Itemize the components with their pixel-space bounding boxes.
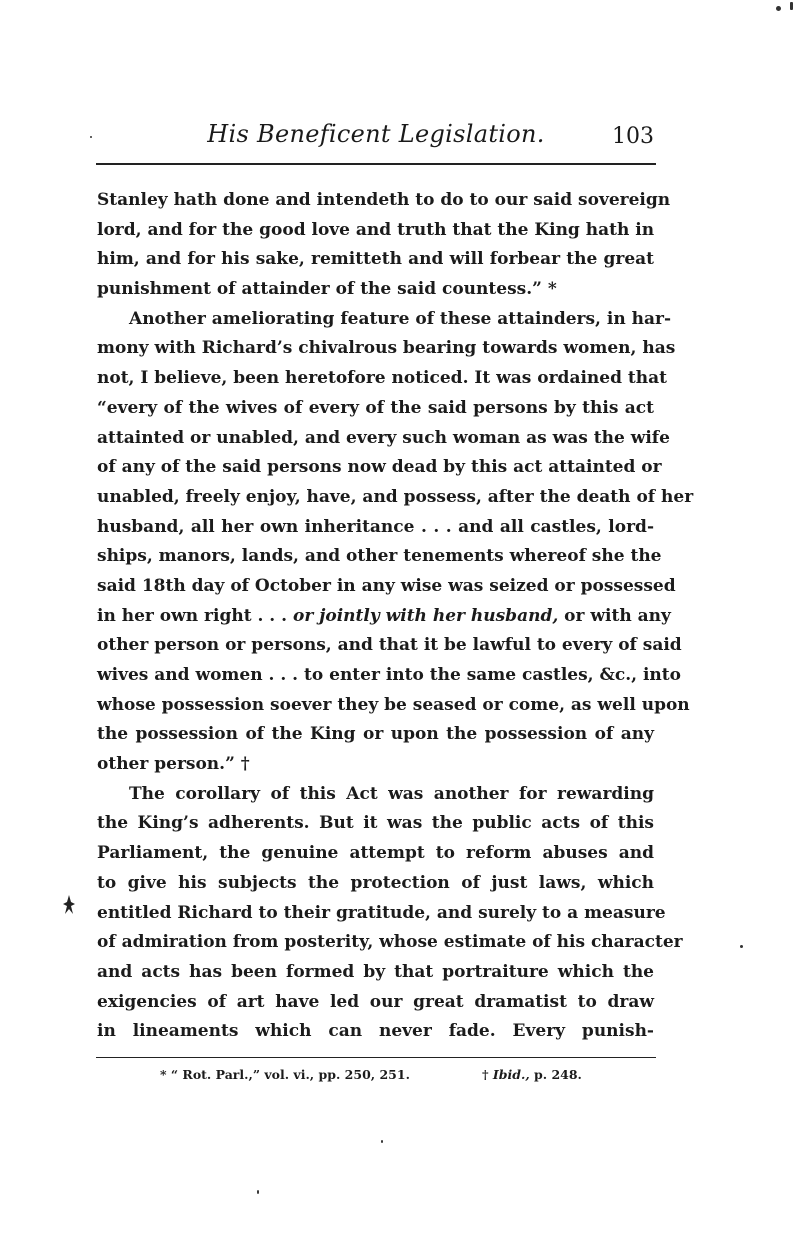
text-line: other person or persons, and that it be lawful to every of said [97, 635, 682, 656]
paragraph-start-line: The corollary of this Act was another for rewarding [129, 783, 654, 804]
text-line: Parliament, the genuine attempt to reform abuses and [97, 843, 654, 864]
text-line: of any of the said persons now dead by this act attainted or [97, 457, 662, 478]
text-line: the King’s adherents. But it was the public acts of this [97, 813, 654, 834]
page-number: 103 [612, 124, 654, 149]
footnote-first: * “ Rot. Parl.,” vol. vi., pp. 250, 251. [160, 1067, 410, 1082]
header-rule [96, 163, 656, 165]
text-line: Stanley hath done and intendeth to do to our said sovereign [97, 190, 671, 210]
speck [257, 1190, 259, 1194]
footnote-ibid: Ibid., [492, 1067, 530, 1082]
footnote-second [482, 1067, 582, 1082]
speck [740, 945, 743, 948]
text-line: husband, all her own inheritance . . . and all castles, lord- [97, 516, 654, 537]
text-line: in lineaments which can never fade. Every punish- [97, 1021, 654, 1042]
text-line: exigencies of art have led our great dramatist to draw [97, 991, 654, 1012]
text-line: to give his subjects the protection of just laws, which [97, 872, 654, 893]
text-line: whose possession soever they be seased or come, as well upon [97, 694, 690, 715]
text-line: ships, manors, lands, and other tenements whereof she the [97, 546, 662, 567]
text-line: him, and for his sake, remitteth and will forbear the great [97, 249, 654, 270]
dagger-mark: † [482, 1067, 493, 1082]
footnote-page: p. 248. [529, 1067, 582, 1082]
footnote-rule [96, 1057, 656, 1058]
text-line: entitled Richard to their gratitude, and surely to a measure [97, 902, 666, 923]
body-text [97, 186, 694, 1047]
paragraph-start-line: Another ameliorating feature of these attainders, in har- [129, 308, 672, 329]
text-line: “every of the wives of every of the said persons by this act [97, 397, 654, 418]
text-line: unabled, freely enjoy, have, and possess, after the death of her [97, 486, 694, 507]
text-line: said 18th day of October in any wise was seized or possessed [97, 575, 676, 596]
text-line: wives and women . . . to enter into the same castles, &c., into [97, 665, 681, 685]
italic-phrase: or jointly with her husband, [292, 605, 559, 626]
line-start: in her own right . . . [97, 605, 293, 626]
speck [381, 1140, 383, 1143]
speck [790, 2, 793, 10]
text-line: attainted or unabled, and every such woman as was the wife [97, 427, 670, 448]
text-line: of admiration from posterity, whose estimate of his character [97, 932, 683, 953]
margin-ink-mark-icon [62, 894, 76, 916]
text-line: lord, and for the good love and truth that the King hath in [97, 219, 655, 240]
speck [776, 6, 781, 11]
text-line: other person.” † [97, 754, 250, 775]
text-line-with-italic [97, 602, 671, 632]
running-title: His Beneficent Legislation. [207, 120, 545, 148]
line-end: or with any [558, 605, 671, 626]
text-line: the possession of the King or upon the possession of any [97, 724, 654, 745]
text-line: mony with Richard’s chivalrous bearing towards women, has [97, 338, 676, 359]
text-line: not, I believe, been heretofore noticed. It was ordained that [97, 368, 667, 389]
text-line: and acts has been formed by that portraiture which the [97, 961, 654, 982]
text-line: punishment of attainder of the said countess.” * [97, 279, 557, 300]
page-header [96, 120, 656, 160]
speck [90, 136, 92, 138]
